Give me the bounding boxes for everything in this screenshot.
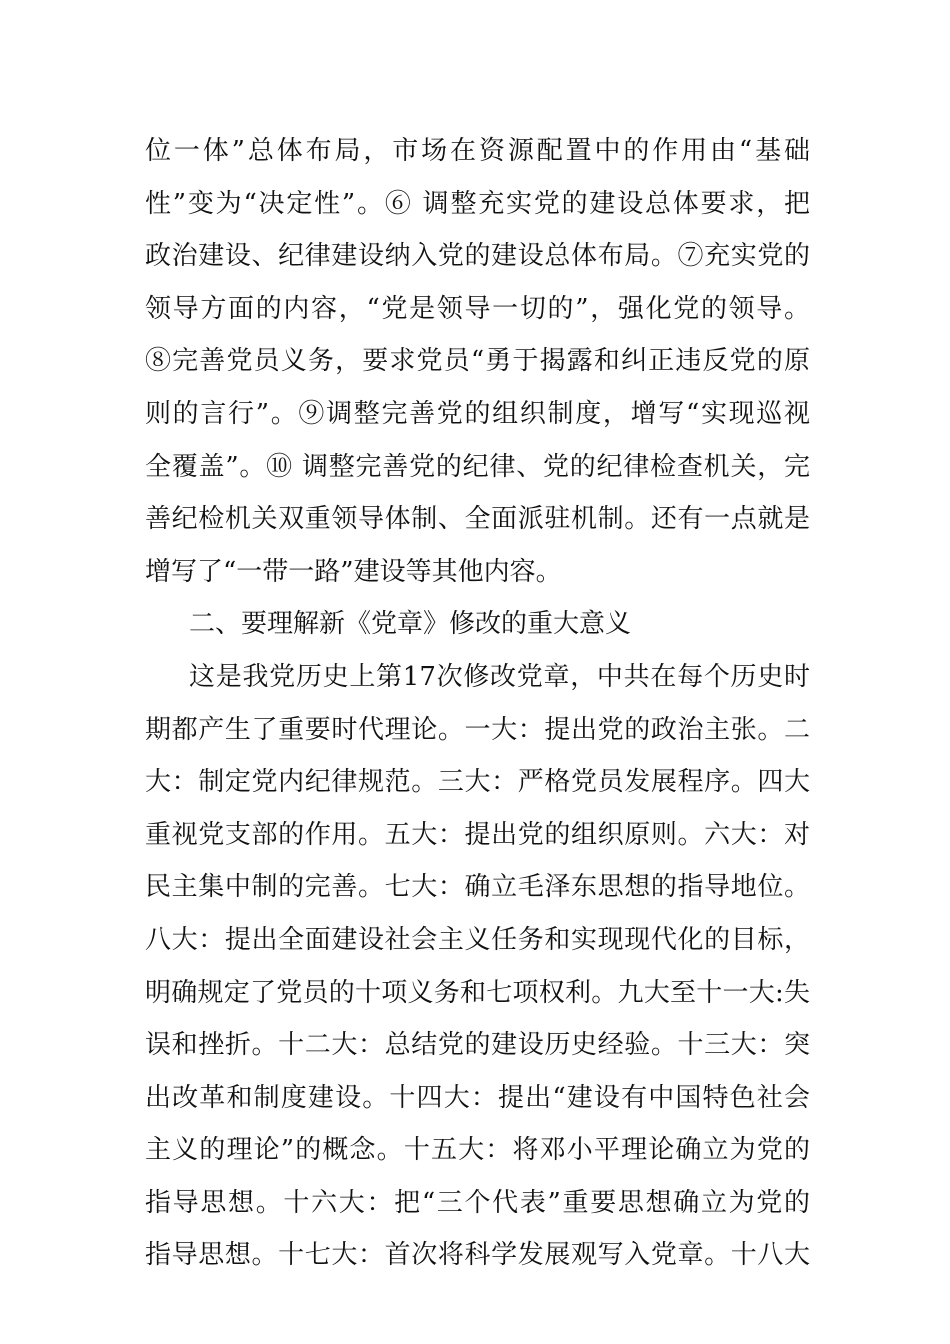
text-line: 八大：提出全面建设社会主义任务和实现现代化的目标， (145, 924, 810, 955)
text-line: 指导思想。十六大：把“三个代表”重要思想确立为党的 (145, 1187, 810, 1218)
text-line: 误和挫折。十二大：总结党的建设历史经验。十三大：突 (145, 1030, 810, 1061)
text-line: 位一体”总体布局，市场在资源配置中的作用由“基础 (145, 136, 810, 166)
text-line: 主义的理论”的概念。十五大：将邓小平理论确立为党的 (145, 1135, 810, 1166)
body-text (145, 125, 810, 1282)
text-line: 民主集中制的完善。七大：确立毛泽东思想的指导地位。 (145, 872, 810, 903)
text-line: 全覆盖”。⑩ 调整完善党的纪律、党的纪律检查机关，完 (145, 451, 810, 482)
text-line: 则的言行”。⑨调整完善党的组织制度，增写“实现巡视 (145, 398, 810, 429)
text-line: 明确规定了党员的十项义务和七项权利。九大至十一大:失 (145, 977, 810, 1008)
section-heading: 二、要理解新《党章》修改的重大意义 (189, 609, 632, 640)
text-line: 期都产生了重要时代理论。一大：提出党的政治主张。二 (145, 714, 810, 745)
text-line: 善纪检机关双重领导体制、全面派驻机制。还有一点就是 (145, 504, 810, 535)
paragraph-amendments (145, 125, 810, 598)
text-line: 增写了“一带一路”建设等其他内容。 (145, 556, 562, 587)
paragraph-history (145, 651, 810, 1282)
text-line: 重视党支部的作用。五大：提出党的组织原则。六大：对 (145, 819, 810, 850)
text-line: 领导方面的内容，“党是领导一切的”，强化党的领导。 (145, 293, 810, 324)
text-line: ⑧完善党员义务，要求党员“勇于揭露和纠正违反党的原 (145, 346, 810, 377)
text-line: 出改革和制度建设。十四大：提出“建设有中国特色社会 (145, 1082, 810, 1113)
text-line: 性”变为“决定性”。⑥ 调整充实党的建设总体要求，把 (145, 188, 810, 219)
text-line: 这是我党历史上第17次修改党章，中共在每个历史时 (189, 661, 810, 692)
text-line: 指导思想。十七大：首次将科学发展观写入党章。十八大 (145, 1240, 810, 1271)
text-line: 大：制定党内纪律规范。三大：严格党员发展程序。四大 (145, 767, 810, 798)
text-line: 政治建设、纪律建设纳入党的建设总体布局。⑦充实党的 (145, 241, 810, 272)
